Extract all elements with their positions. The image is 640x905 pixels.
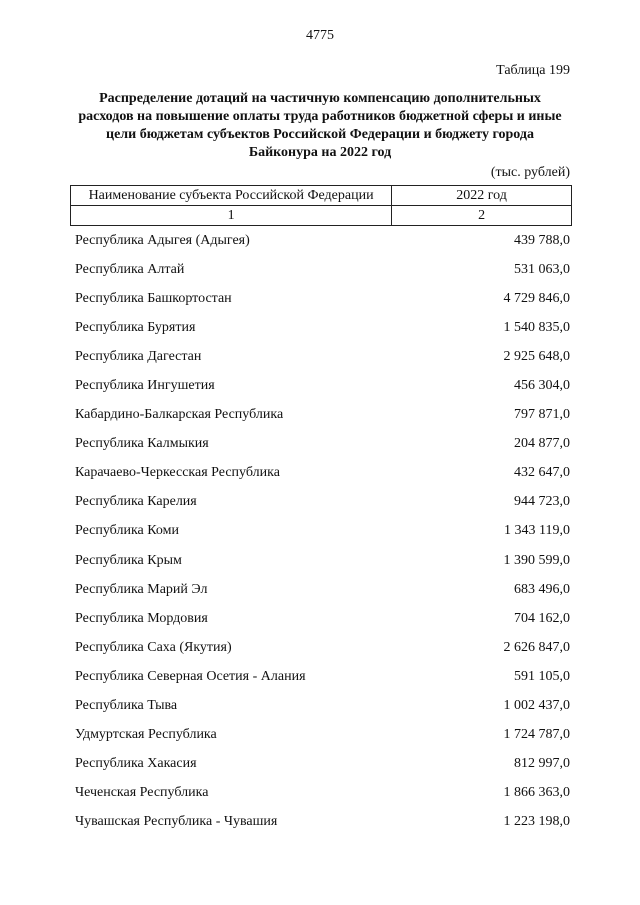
region-name: Республика Мордовия	[75, 610, 208, 626]
column-number-2: 2	[392, 206, 572, 226]
table-row	[75, 226, 570, 255]
region-name: Республика Карелия	[75, 494, 197, 510]
region-value: 1 223 198,0	[503, 814, 570, 830]
table-label: Таблица 199	[496, 63, 570, 78]
document-title: Распределение дотаций на частичную компенсацию дополнительных расходов на повышение оплаты труда работников бюджетной сферы и иные цели бюджетам субъектов Российской Федерации и бюджету города Байконура на 2022 год	[78, 91, 562, 160]
table-row	[75, 401, 570, 430]
table-row	[75, 692, 570, 721]
region-value: 704 162,0	[514, 610, 570, 626]
header-row	[71, 186, 572, 206]
page-number: 4775	[306, 28, 334, 43]
table-row	[75, 633, 570, 662]
region-value: 439 788,0	[514, 232, 570, 248]
table-row	[75, 255, 570, 284]
column-number-row	[71, 206, 572, 226]
region-value: 204 877,0	[514, 436, 570, 452]
region-value: 456 304,0	[514, 378, 570, 394]
table-row	[75, 430, 570, 459]
region-value: 591 105,0	[514, 668, 570, 684]
table-row	[75, 750, 570, 779]
region-value: 1 866 363,0	[503, 785, 570, 801]
region-value: 797 871,0	[514, 407, 570, 423]
region-value: 1 540 835,0	[503, 319, 570, 335]
table-row	[75, 662, 570, 691]
table-row	[75, 604, 570, 633]
table-row	[75, 459, 570, 488]
table-row	[75, 575, 570, 604]
region-value: 2 925 648,0	[503, 348, 570, 364]
region-name: Республика Дагестан	[75, 348, 202, 364]
table-body	[75, 226, 570, 837]
region-value: 1 390 599,0	[503, 552, 570, 568]
region-value: 1 002 437,0	[503, 698, 570, 714]
region-name: Республика Коми	[75, 523, 179, 539]
header-year: 2022 год	[392, 186, 572, 206]
region-name: Республика Бурятия	[75, 319, 196, 335]
region-name: Республика Тыва	[75, 698, 178, 714]
region-name: Чувашская Республика - Чувашия	[75, 814, 278, 830]
table-row	[75, 313, 570, 342]
region-value: 683 496,0	[514, 581, 570, 597]
region-value: 1 724 787,0	[503, 727, 570, 743]
table-row	[75, 342, 570, 371]
region-name: Республика Башкортостан	[75, 290, 232, 306]
region-value: 2 626 847,0	[503, 639, 570, 655]
units-label: (тыс. рублей)	[490, 165, 570, 180]
region-value: 1 343 119,0	[504, 523, 570, 539]
region-name: Республика Адыгея (Адыгея)	[75, 232, 250, 248]
region-name: Республика Северная Осетия - Алания	[75, 668, 306, 684]
table-row	[75, 517, 570, 546]
region-value: 531 063,0	[514, 261, 570, 277]
region-value: 812 997,0	[514, 756, 570, 772]
region-name: Удмуртская Республика	[75, 727, 217, 743]
table-row	[75, 488, 570, 517]
region-value: 944 723,0	[514, 494, 570, 510]
table-row	[75, 779, 570, 808]
region-value: 4 729 846,0	[503, 290, 570, 306]
region-name: Республика Марий Эл	[75, 581, 208, 597]
region-value: 432 647,0	[514, 465, 570, 481]
region-name: Карачаево-Черкесская Республика	[75, 465, 280, 481]
region-name: Чеченская Республика	[75, 785, 209, 801]
region-name: Кабардино-Балкарская Республика	[75, 407, 284, 423]
header-region-name: Наименование субъекта Российской Федерации	[71, 186, 392, 206]
region-name: Республика Хакасия	[75, 756, 197, 772]
table-row	[75, 808, 570, 837]
region-name: Республика Калмыкия	[75, 436, 209, 452]
column-number-1: 1	[71, 206, 392, 226]
table-header	[70, 185, 572, 226]
region-name: Республика Алтай	[75, 261, 185, 277]
table-row	[75, 284, 570, 313]
table-row	[75, 371, 570, 400]
table-row	[75, 546, 570, 575]
region-name: Республика Саха (Якутия)	[75, 639, 232, 655]
region-name: Республика Крым	[75, 552, 182, 568]
table-row	[75, 721, 570, 750]
region-name: Республика Ингушетия	[75, 378, 215, 394]
